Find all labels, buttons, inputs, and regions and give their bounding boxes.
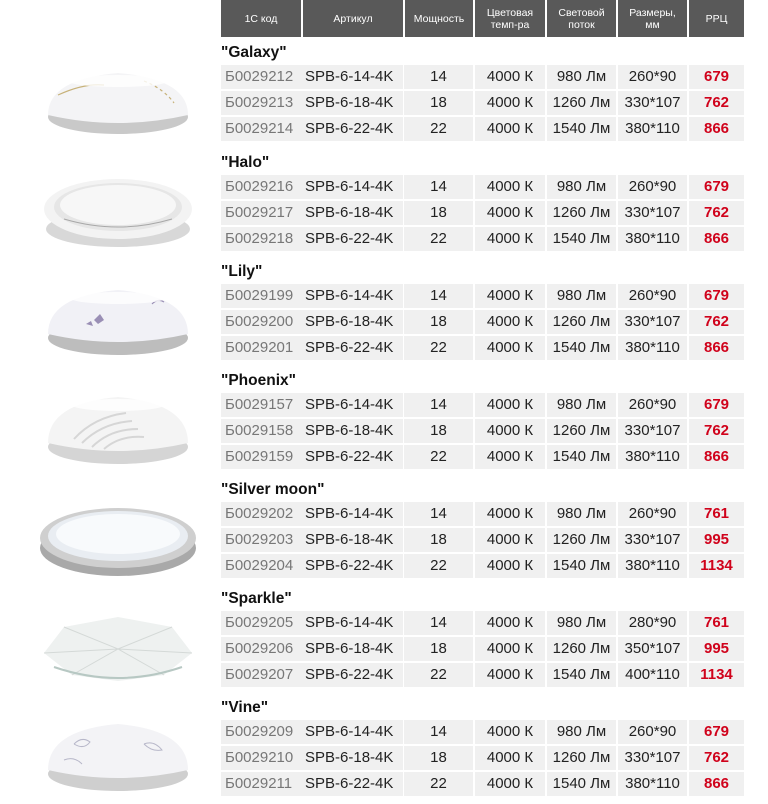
cell-price: 679	[689, 393, 744, 417]
cell-article: SPB-6-22-4K	[305, 339, 394, 356]
cell-flux: 980 Лм	[547, 393, 616, 417]
cell-article: SPB-6-14-4K	[305, 396, 394, 413]
galaxy-lamp-image	[34, 59, 202, 147]
cell-price: 762	[689, 91, 744, 115]
group-title: "Galaxy"	[221, 44, 287, 61]
phoenix-lamp-image	[34, 387, 202, 475]
cell-size: 260*90	[618, 284, 687, 308]
cell-temp: 4000 К	[475, 310, 545, 334]
cell-size: 260*90	[618, 65, 687, 89]
header-temp: Цветовая темп-ра	[475, 0, 545, 37]
cell-code: Б0029207	[221, 663, 403, 687]
cell-size: 330*107	[618, 91, 687, 115]
table-row	[221, 528, 744, 552]
cell-temp: 4000 К	[475, 91, 545, 115]
header-code: 1С код	[221, 0, 301, 37]
cell-flux: 980 Лм	[547, 611, 616, 635]
cell-article: SPB-6-22-4K	[305, 666, 394, 683]
group-title: "Halo"	[221, 154, 270, 171]
cell-code: Б0029216	[221, 175, 403, 199]
header-power: Мощность	[405, 0, 473, 37]
cell-power: 18	[404, 419, 473, 443]
cell-size: 330*107	[618, 419, 687, 443]
table-row	[221, 720, 744, 744]
table-row	[221, 117, 744, 141]
cell-code: Б0029212	[221, 65, 403, 89]
product-group	[0, 43, 768, 149]
cell-price: 866	[689, 227, 744, 251]
cell-size: 260*90	[618, 720, 687, 744]
cell-size: 330*107	[618, 310, 687, 334]
vine-lamp-image	[34, 714, 202, 802]
cell-power: 14	[404, 175, 473, 199]
cell-size: 380*110	[618, 117, 687, 141]
cell-temp: 4000 К	[475, 554, 545, 578]
group-title: "Lily"	[221, 263, 263, 280]
cell-article: SPB-6-18-4K	[305, 640, 394, 657]
cell-price: 761	[689, 502, 744, 526]
table-row	[221, 772, 744, 796]
cell-size: 380*110	[618, 227, 687, 251]
cell-power: 14	[404, 502, 473, 526]
cell-article: SPB-6-18-4K	[305, 422, 394, 439]
cell-code: Б0029211	[221, 772, 403, 796]
product-group	[0, 153, 768, 259]
cell-price: 761	[689, 611, 744, 635]
cell-flux: 1260 Лм	[547, 637, 616, 661]
cell-temp: 4000 К	[475, 393, 545, 417]
cell-article: SPB-6-22-4K	[305, 120, 394, 137]
cell-temp: 4000 К	[475, 227, 545, 251]
cell-code: Б0029218	[221, 227, 403, 251]
cell-size: 380*110	[618, 336, 687, 360]
sparkle-lamp-image	[34, 605, 202, 693]
cell-price: 679	[689, 65, 744, 89]
cell-price: 762	[689, 419, 744, 443]
cell-code: Б0029158	[221, 419, 403, 443]
cell-article: SPB-6-18-4K	[305, 531, 394, 548]
cell-flux: 980 Лм	[547, 284, 616, 308]
cell-temp: 4000 К	[475, 663, 545, 687]
cell-price: 1134	[689, 663, 744, 687]
table-row	[221, 65, 744, 89]
cell-power: 14	[404, 720, 473, 744]
cell-temp: 4000 К	[475, 746, 545, 770]
cell-temp: 4000 К	[475, 201, 545, 225]
table-row	[221, 445, 744, 469]
cell-article: SPB-6-14-4K	[305, 723, 394, 740]
cell-power: 14	[404, 393, 473, 417]
cell-price: 866	[689, 336, 744, 360]
cell-power: 18	[404, 528, 473, 552]
cell-flux: 1260 Лм	[547, 91, 616, 115]
cell-temp: 4000 К	[475, 720, 545, 744]
cell-code: Б0029200	[221, 310, 403, 334]
cell-code: Б0029201	[221, 336, 403, 360]
cell-power: 18	[404, 201, 473, 225]
cell-price: 762	[689, 201, 744, 225]
cell-article: SPB-6-18-4K	[305, 94, 394, 111]
cell-flux: 1540 Лм	[547, 117, 616, 141]
table-row	[221, 336, 744, 360]
cell-power: 22	[404, 227, 473, 251]
cell-flux: 1540 Лм	[547, 663, 616, 687]
group-title: "Phoenix"	[221, 372, 296, 389]
table-row	[221, 502, 744, 526]
product-group	[0, 480, 768, 586]
cell-power: 22	[404, 554, 473, 578]
cell-price: 866	[689, 445, 744, 469]
cell-flux: 1260 Лм	[547, 201, 616, 225]
cell-price: 995	[689, 637, 744, 661]
cell-flux: 1260 Лм	[547, 310, 616, 334]
cell-power: 22	[404, 772, 473, 796]
cell-code: Б0029159	[221, 445, 403, 469]
cell-article: SPB-6-22-4K	[305, 230, 394, 247]
cell-size: 280*90	[618, 611, 687, 635]
cell-code: Б0029202	[221, 502, 403, 526]
cell-temp: 4000 К	[475, 65, 545, 89]
cell-article: SPB-6-22-4K	[305, 775, 394, 792]
product-group	[0, 698, 768, 804]
group-title: "Silver moon"	[221, 481, 325, 498]
cell-code: Б0029203	[221, 528, 403, 552]
cell-code: Б0029199	[221, 284, 403, 308]
cell-power: 14	[404, 284, 473, 308]
table-row	[221, 310, 744, 334]
cell-article: SPB-6-18-4K	[305, 204, 394, 221]
cell-flux: 980 Лм	[547, 502, 616, 526]
cell-price: 866	[689, 117, 744, 141]
cell-code: Б0029209	[221, 720, 403, 744]
cell-flux: 1540 Лм	[547, 554, 616, 578]
cell-price: 762	[689, 746, 744, 770]
table-row	[221, 611, 744, 635]
cell-power: 18	[404, 91, 473, 115]
cell-code: Б0029213	[221, 91, 403, 115]
cell-article: SPB-6-22-4K	[305, 448, 394, 465]
cell-temp: 4000 К	[475, 117, 545, 141]
cell-temp: 4000 К	[475, 175, 545, 199]
header-size: Размеры, мм	[618, 0, 687, 37]
cell-article: SPB-6-14-4K	[305, 68, 394, 85]
cell-price: 995	[689, 528, 744, 552]
cell-price: 762	[689, 310, 744, 334]
silver-moon-lamp-image	[34, 496, 202, 584]
table-row	[221, 227, 744, 251]
header-price: РРЦ	[689, 0, 744, 37]
cell-size: 330*107	[618, 746, 687, 770]
cell-power: 22	[404, 445, 473, 469]
table-row	[221, 746, 744, 770]
cell-temp: 4000 К	[475, 502, 545, 526]
cell-code: Б0029157	[221, 393, 403, 417]
cell-price: 679	[689, 720, 744, 744]
cell-temp: 4000 К	[475, 445, 545, 469]
cell-code: Б0029217	[221, 201, 403, 225]
cell-power: 18	[404, 746, 473, 770]
halo-lamp-image	[34, 169, 202, 257]
cell-temp: 4000 К	[475, 419, 545, 443]
cell-size: 260*90	[618, 502, 687, 526]
cell-size: 380*110	[618, 772, 687, 796]
cell-article: SPB-6-18-4K	[305, 749, 394, 766]
cell-flux: 1260 Лм	[547, 746, 616, 770]
header-flux: Световой поток	[547, 0, 616, 37]
cell-flux: 980 Лм	[547, 175, 616, 199]
cell-price: 679	[689, 284, 744, 308]
cell-article: SPB-6-14-4K	[305, 287, 394, 304]
table-row	[221, 419, 744, 443]
cell-flux: 1540 Лм	[547, 336, 616, 360]
cell-price: 679	[689, 175, 744, 199]
cell-flux: 980 Лм	[547, 65, 616, 89]
header-article: Артикул	[303, 0, 403, 37]
cell-size: 350*107	[618, 637, 687, 661]
cell-article: SPB-6-22-4K	[305, 557, 394, 574]
cell-code: Б0029205	[221, 611, 403, 635]
table-row	[221, 175, 744, 199]
lily-lamp-image	[34, 278, 202, 366]
group-title: "Sparkle"	[221, 590, 292, 607]
cell-flux: 1540 Лм	[547, 445, 616, 469]
table-header	[221, 0, 744, 37]
cell-article: SPB-6-18-4K	[305, 313, 394, 330]
cell-power: 18	[404, 310, 473, 334]
cell-size: 260*90	[618, 175, 687, 199]
cell-code: Б0029214	[221, 117, 403, 141]
cell-code: Б0029204	[221, 554, 403, 578]
cell-article: SPB-6-14-4K	[305, 178, 394, 195]
product-group	[0, 262, 768, 368]
cell-flux: 1540 Лм	[547, 772, 616, 796]
cell-article: SPB-6-14-4K	[305, 614, 394, 631]
cell-temp: 4000 К	[475, 528, 545, 552]
cell-power: 14	[404, 65, 473, 89]
cell-size: 330*107	[618, 201, 687, 225]
group-title: "Vine"	[221, 699, 269, 716]
cell-size: 380*110	[618, 445, 687, 469]
cell-temp: 4000 К	[475, 772, 545, 796]
table-row	[221, 554, 744, 578]
cell-size: 380*110	[618, 554, 687, 578]
cell-article: SPB-6-14-4K	[305, 505, 394, 522]
product-group	[0, 589, 768, 695]
cell-price: 1134	[689, 554, 744, 578]
cell-flux: 1260 Лм	[547, 528, 616, 552]
table-row	[221, 637, 744, 661]
cell-flux: 1260 Лм	[547, 419, 616, 443]
product-group	[0, 371, 768, 477]
table-row	[221, 201, 744, 225]
cell-flux: 1540 Лм	[547, 227, 616, 251]
cell-flux: 980 Лм	[547, 720, 616, 744]
table-row	[221, 663, 744, 687]
table-row	[221, 91, 744, 115]
cell-power: 22	[404, 663, 473, 687]
cell-power: 22	[404, 336, 473, 360]
cell-power: 18	[404, 637, 473, 661]
table-row	[221, 284, 744, 308]
cell-code: Б0029210	[221, 746, 403, 770]
cell-size: 260*90	[618, 393, 687, 417]
cell-size: 400*110	[618, 663, 687, 687]
cell-price: 866	[689, 772, 744, 796]
cell-power: 22	[404, 117, 473, 141]
cell-code: Б0029206	[221, 637, 403, 661]
cell-size: 330*107	[618, 528, 687, 552]
cell-temp: 4000 К	[475, 611, 545, 635]
cell-temp: 4000 К	[475, 336, 545, 360]
cell-power: 14	[404, 611, 473, 635]
cell-temp: 4000 К	[475, 284, 545, 308]
table-row	[221, 393, 744, 417]
cell-temp: 4000 К	[475, 637, 545, 661]
